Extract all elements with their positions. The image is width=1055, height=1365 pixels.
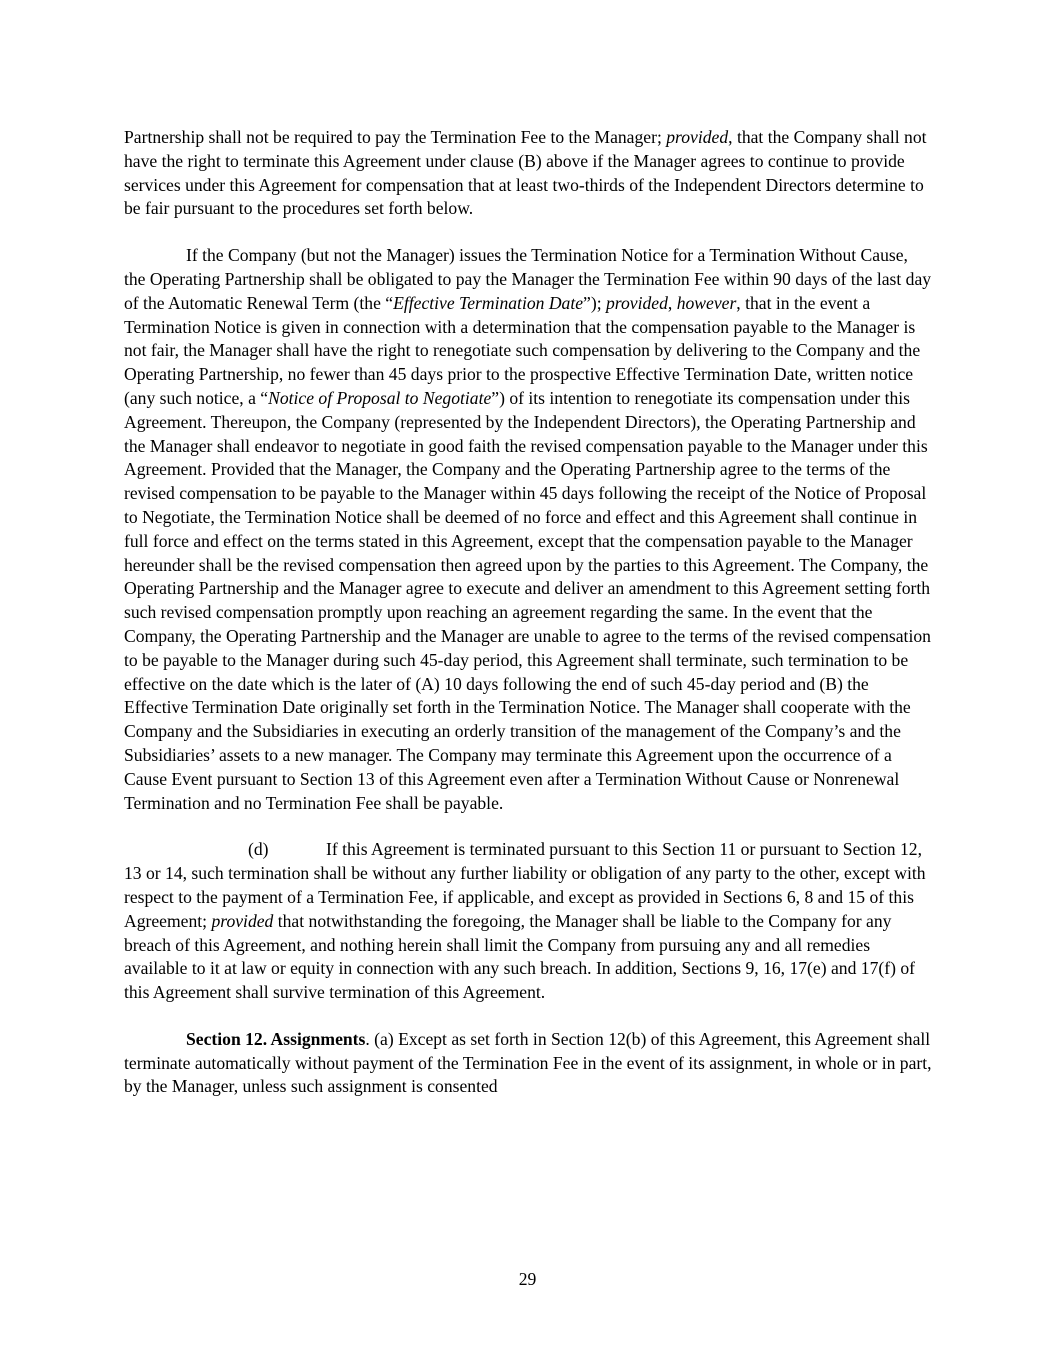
italic-term: provided [606,292,668,313]
text-run: ”); [583,292,606,313]
paragraph-termination-without-cause [124,244,932,815]
text-run: If the Company (but not the Manager) issues the Termination Notice for a Termination Without Cause, the Operating Partnership shall be obligated to pay the Manager the Termination Fee within 90 days of the last day of the Automatic Renewal Term (the “ [124,245,932,313]
text-run: Partnership shall not be required to pay the Termination Fee to the Manager; [124,127,667,147]
paragraph-section-11d [124,838,932,1005]
text-run: , that in the event a Termination Notice is given in connection with a determination that the compensation payable to the Manager is not fair, the Manager shall have the right to renegotiate such compensation by delivering to the Company and the Operating Partnership, no fewer than 45 days prior to the prospective Effective Termination Date, written notice (any such notice, a “ [124,292,921,408]
italic-term: Notice of Proposal to Negotiate [268,387,492,408]
clause-marker: (d) [248,839,269,860]
section-heading: Section 12. Assignments [186,1028,366,1049]
paragraph-termination-fee-proviso [124,126,932,221]
text-run: . (a) Except as set forth in Section 12(b) of this Agreement, this Agreement shall terminate automatically without payment of the Termination Fee in the event of its assignment, in whole or in part, by the Manager, unless such assignment is consented [124,1028,932,1097]
text-run: that notwithstanding the foregoing, the Manager shall be liable to the Company for any breach of this Agreement, and nothing herein shall limit the Company from pursuing any and all remedies available to it at law or equity in connection with any such breach. In addition, Sections 9, 16, 17(e) and 17(f) of this Agreement shall survive termination of this Agreement. [124,910,916,1003]
page-number: 29 [518,1269,537,1289]
text-run: , [667,292,677,313]
text-run: If this Agreement is terminated pursuant to this Section 11 or pursuant to Section 12, 13 or 14, such termination shall be without any further liability or obligation of any party to the other, except with respect to the payment of a Termination Fee, if applicable, and except as provided in Sections 6, 8 and 15 of this Agreement; [124,839,926,931]
italic-term: Effective Termination Date [393,292,584,313]
italic-term: however [676,292,737,313]
document-body [124,126,932,1122]
italic-term: provided [666,127,729,147]
text-run: ”) of its intention to renegotiate its compensation under this Agreement. Thereupon, the Company (represented by the Independent Directors), the Operating Partnership and the Manager shall endeavor to negotiate in good faith the revised compensation payable to the Manager under this Agreement. Provided that the Manager, the Company and the Operating Partnership agree to the terms of the revised compensation to be payable to the Manager within 45 days following the receipt of the Notice of Proposal to Negotiate, the Termination Notice shall be deemed of no force and effect and this Agreement shall continue in full force and effect on the terms stated in this Agreement, except that the compensation payable to the Manager hereunder shall be the revised compensation then agreed upon by the parties to this Agreement. The Company, the Operating Partnership and the Manager agree to execute and deliver an amendment to this Agreement setting forth such revised compensation promptly upon reaching an agreement regarding the same. In the event that the Company, the Operating Partnership and the Manager are unable to agree to the terms of the revised compensation to be payable to the Manager during such 45-day period, this Agreement shall terminate, such termination to be effective on the date which is the later of (A) 10 days following the end of such 45-day period and (B) the Effective Termination Date originally set forth in the Termination Notice. The Manager shall cooperate with the Company and the Subsidiaries in executing an orderly transition of the management of the Company’s and the Subsidiaries’ assets to a new manager. The Company may terminate this Agreement upon the occurrence of a Cause Event pursuant to Section 13 of this Agreement even after a Termination Without Cause or Nonrenewal Termination and no Termination Fee shall be payable. [124,387,931,813]
italic-term: provided [211,910,274,931]
text-run: , that the Company shall not have the right to terminate this Agreement under clause (B) above if the Manager agrees to continue to provide services under this Agreement for compensation that at least two-thirds of the Independent Directors determine to be fair pursuant to the procedures set forth below. [124,127,927,219]
paragraph-section-12-assignments [124,1028,932,1099]
